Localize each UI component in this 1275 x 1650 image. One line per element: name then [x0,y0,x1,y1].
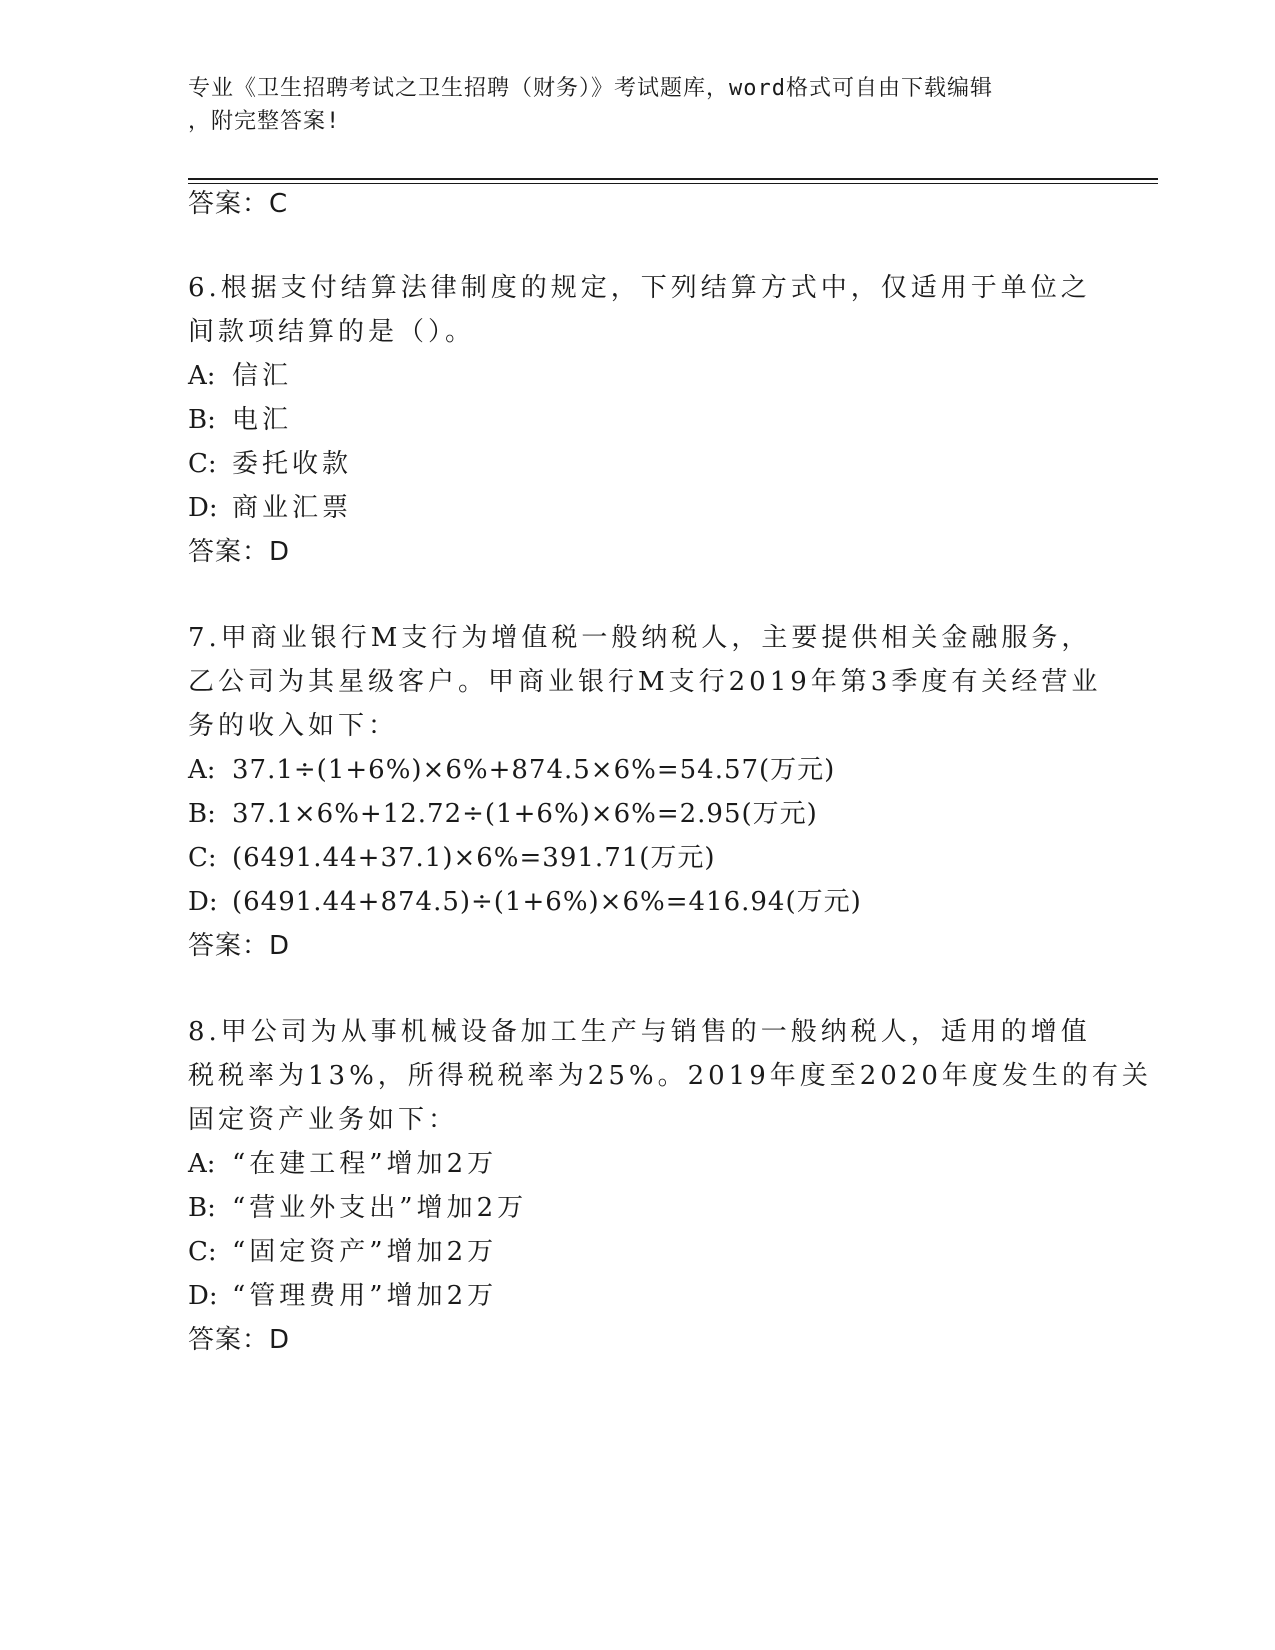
option-text: 委托收款 [232,449,353,479]
option-text: “管理费用”增加2万 [232,1281,498,1311]
q7-stem-line-2: 乙公司为其星级客户。甲商业银行M支行2019年第3季度有关经营业 [188,667,1102,697]
q7-answer: 答案：D [188,931,291,961]
option-label: D: [188,887,218,917]
q6-option-c [188,448,352,480]
q8-option-d [188,1280,497,1312]
q8-option-c [188,1236,497,1268]
option-text: 37.1×6%+12.72÷(1+6%)×6%=2.95(万元) [232,799,818,829]
header-divider-thin [188,183,1158,184]
answer-prev: 答案：C [188,189,289,219]
q8-stem-line-2: 税税率为13%，所得税税率为25%。2019年度至2020年度发生的有关 [188,1061,1152,1091]
q6-option-d [188,492,352,524]
q8-stem-line-3: 固定资产业务如下： [188,1105,459,1135]
option-label: A: [188,361,216,391]
q8-answer: 答案：D [188,1325,291,1355]
q6-stem-line-1: 6.根据支付结算法律制度的规定，下列结算方式中，仅适用于单位之 [188,273,1091,303]
header-line-1: 专业《卫生招聘考试之卫生招聘（财务）》考试题库，word格式可自由下载编辑 [188,76,993,101]
option-label: B: [188,1193,216,1223]
q7-option-c [188,842,716,874]
q7-option-d [188,886,862,918]
q7-option-a [188,754,835,786]
q7-stem-line-1: 7.甲商业银行M支行为增值税一般纳税人，主要提供相关金融服务， [188,623,1092,653]
option-label: C: [188,843,217,873]
option-label: D: [188,493,218,523]
option-label: A: [188,1149,216,1179]
option-label: A: [188,755,216,785]
option-label: D: [188,1281,218,1311]
option-text: “在建工程”增加2万 [232,1149,498,1179]
q6-option-a [188,360,292,392]
option-text: “固定资产”增加2万 [232,1237,498,1267]
q8-option-a [188,1148,497,1180]
q8-stem-line-1: 8.甲公司为从事机械设备加工生产与销售的一般纳税人，适用的增值 [188,1017,1091,1047]
option-label: B: [188,799,216,829]
option-text: 商业汇票 [232,493,353,523]
option-text: “营业外支出”增加2万 [232,1193,528,1223]
document-header [188,72,1088,138]
option-text: 37.1÷(1+6%)×6%+874.5×6%=54.57(万元) [232,755,836,785]
option-text: 电汇 [232,405,293,435]
header-divider [188,178,1158,180]
header-line-2: ，附完整答案! [188,109,341,134]
option-text: (6491.44+37.1)×6%=391.71(万元) [232,843,716,873]
q6-stem-line-2: 间款项结算的是（）。 [188,317,476,347]
option-label: B: [188,405,216,435]
q7-stem-line-3: 务的收入如下： [188,711,399,741]
option-text: 信汇 [232,361,293,391]
option-label: C: [188,1237,217,1267]
q7-option-b [188,798,818,830]
option-label: C: [188,449,217,479]
q6-option-b [188,404,292,436]
option-text: (6491.44+874.5)÷(1+6%)×6%=416.94(万元) [232,887,862,917]
q8-option-b [188,1192,527,1224]
q6-answer: 答案：D [188,537,291,567]
